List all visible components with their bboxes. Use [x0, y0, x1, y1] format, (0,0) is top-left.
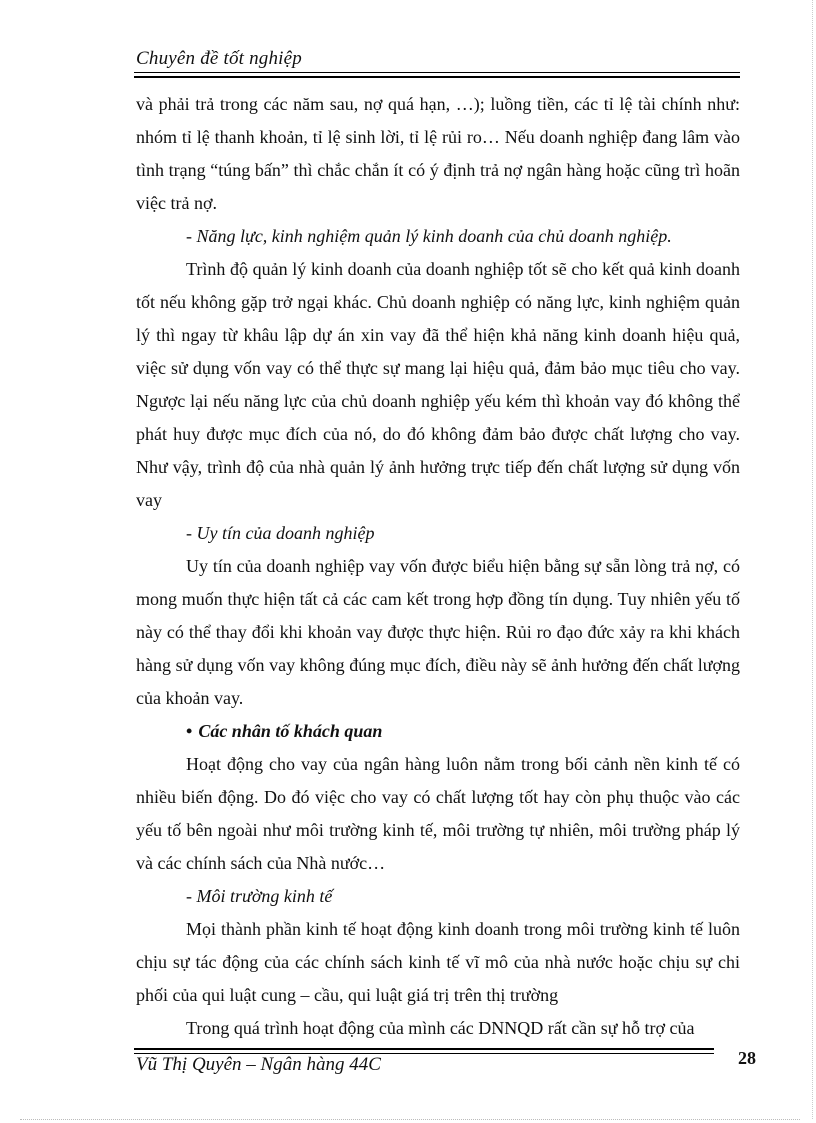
paragraph: Trong quá trình hoạt động của mình các DNNQD rất cần sự hỗ trợ của [186, 1018, 695, 1038]
header-rule [134, 72, 740, 78]
running-header-title: Chuyên đề tốt nghiệp [136, 48, 302, 69]
paragraph: Hoạt động cho vay của ngân hàng luôn nằm trong bối cảnh nền kinh tế có nhiều biến động. Do đó việc cho vay có chất lượng tốt hay còn phụ thuộc vào các yếu tố bên ngoài như môi trường kinh tế, môi trường tự nhiên, môi trường pháp lý và các chính sách của Nhà nước… [136, 754, 740, 873]
paragraph: Mọi thành phần kinh tế hoạt động kinh doanh trong môi trường kinh tế luôn chịu sự tác động của các chính sách kinh tế vĩ mô của nhà nước hoặc chịu sự chi phối của qui luật cung – cầu, qui luật giá trị trên thị trường [136, 919, 740, 1005]
subheading: - Năng lực, kinh nghiệm quản lý kinh doanh của chủ doanh nghiệp. [186, 226, 672, 246]
subheading: - Uy tín của doanh nghiệp [186, 523, 375, 543]
page-edge-right [812, 0, 813, 1119]
paragraph: Uy tín của doanh nghiệp vay vốn được biểu hiện bằng sự sẵn lòng trả nợ, có mong muốn thực hiện tất cả các cam kết trong hợp đồng tín dụng. Tuy nhiên yếu tố này có thể thay đổi khi khoản vay được thực hiện. Rủi ro đạo đức xảy ra khi khách hàng sử dụng vốn vay không đúng mục đích, điều này sẽ ảnh hưởng đến chất lượng của khoản vay. [136, 556, 740, 708]
document-body [136, 88, 740, 1045]
bullet-icon: • [186, 721, 193, 741]
paragraph: và phải trả trong các năm sau, nợ quá hạn, …); luồng tiền, các tỉ lệ tài chính như: nhóm tỉ lệ thanh khoản, tỉ lệ sinh lời, tỉ lệ rủi ro… Nếu doanh nghiệp đang lâm vào tình trạng “túng bấn” thì chắc chắn ít có ý định trả nợ ngân hàng hoặc cũng trì hoãn việc trả nợ. [136, 94, 740, 213]
bullet-heading [136, 715, 740, 748]
page-number: 28 [738, 1048, 756, 1068]
subheading: - Môi trường kinh tế [186, 886, 333, 906]
page-edge-bottom [20, 1119, 800, 1120]
running-footer-author: Vũ Thị Quyên – Ngân hàng 44C [136, 1054, 381, 1075]
bullet-heading-text: Các nhân tố khách quan [198, 721, 383, 741]
paragraph: Trình độ quản lý kinh doanh của doanh nghiệp tốt sẽ cho kết quả kinh doanh tốt nếu không gặp trở ngại khác. Chủ doanh nghiệp có năng lực, kinh nghiệm quản lý thì ngay từ khâu lập dự án xin vay đã thể hiện khả năng kinh doanh hiệu quả, việc sử dụng vốn vay có thể thực sự mang lại hiệu quả, đảm bảo mục tiêu cho vay. Ngược lại nếu năng lực của chủ doanh nghiệp yếu kém thì khoản vay đó không thể phát huy được mục đích của nó, do đó không đảm bảo được chất lượng cho vay. Như vậy, trình độ của nhà quản lý ảnh hưởng trực tiếp đến chất lượng sử dụng vốn vay [136, 259, 740, 510]
